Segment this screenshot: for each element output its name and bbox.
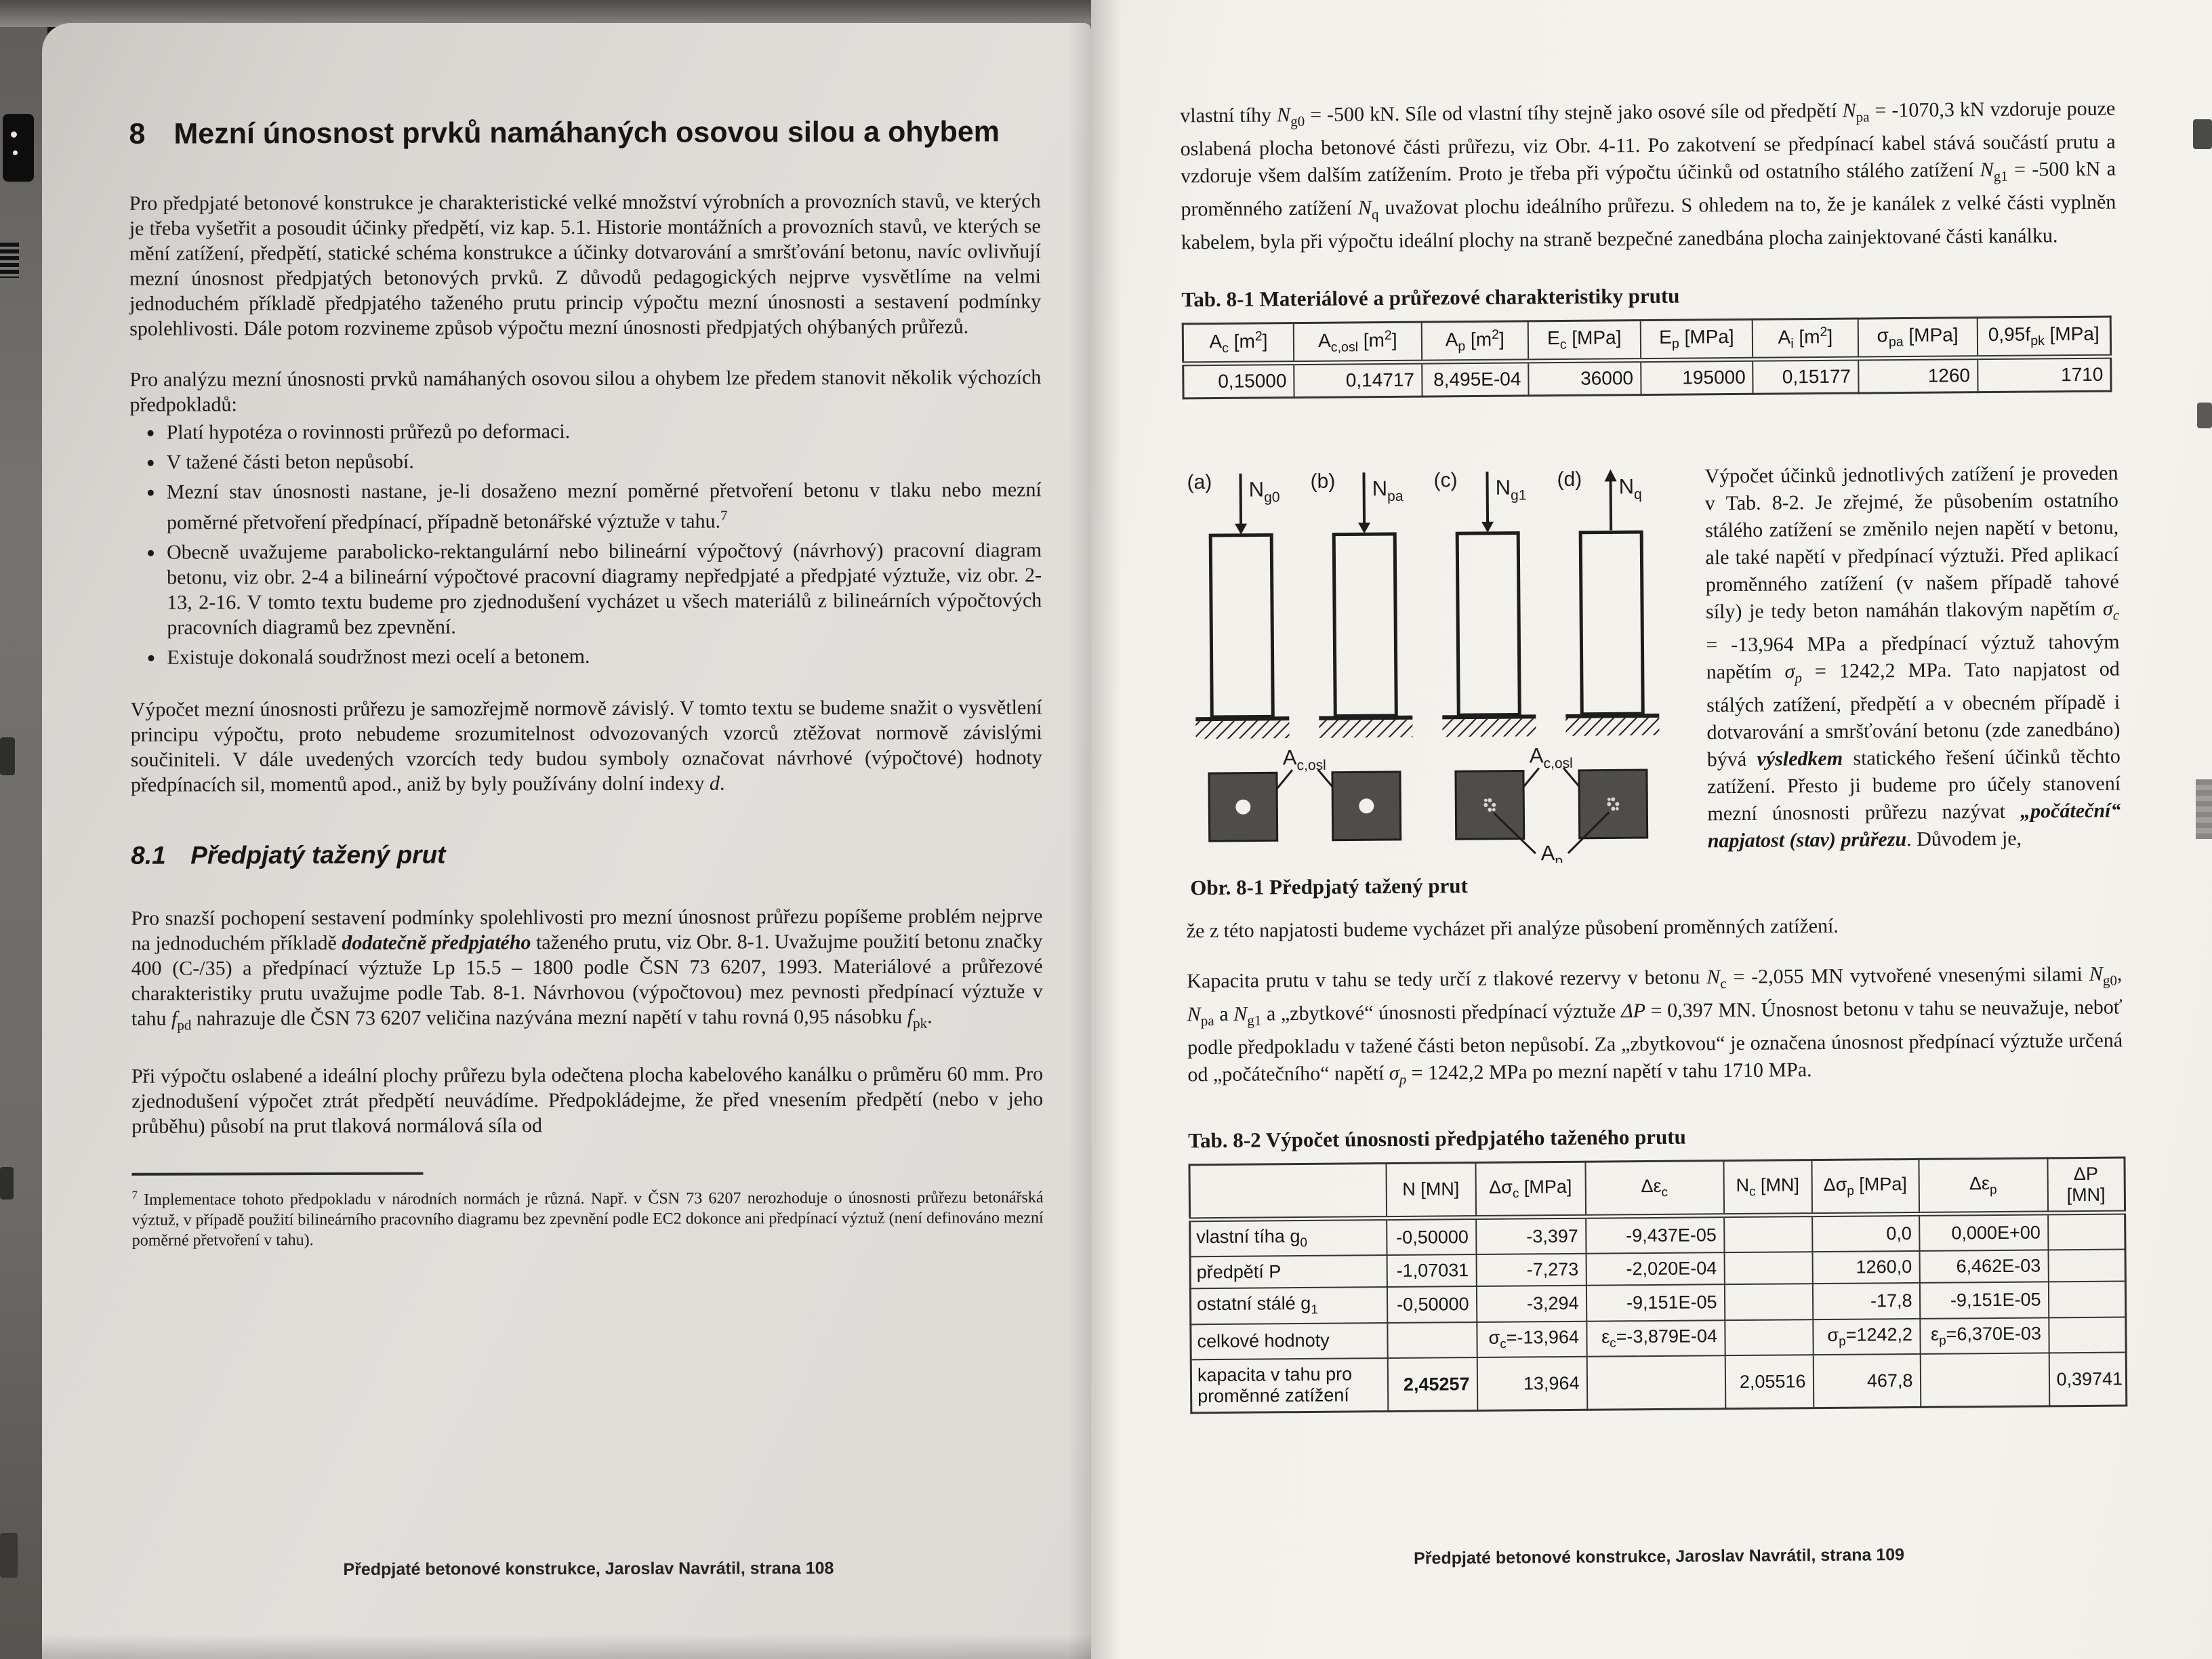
- figure-8-1: [1183, 455, 1687, 901]
- list-item: • Existuje dokonalá soudržnost mezi ocelí a betonem.: [164, 642, 1042, 670]
- table-cell: $\sigma_p=1242,2$: [1813, 1319, 1920, 1355]
- table-cell: 0,000E+00: [1919, 1213, 2048, 1251]
- table-cell: 467,8: [1813, 1354, 1921, 1408]
- figure-and-column: [1183, 451, 2121, 900]
- table-cell: -2,020E-04: [1586, 1252, 1724, 1286]
- figure-caption: Obr. 8-1 Předpjatý tažený prut: [1190, 874, 1468, 900]
- table-cell: -9,151E-05: [1919, 1282, 2048, 1319]
- concrete-section: [1579, 770, 1647, 838]
- table-cell: [1387, 1322, 1477, 1358]
- table-cell: $\sigma_c=-13,964$: [1477, 1321, 1586, 1357]
- table-cell: [1725, 1319, 1813, 1355]
- table-cell: $\varepsilon_p=6,370E-03$: [1920, 1317, 2049, 1354]
- section-heading: [131, 838, 1042, 871]
- bar-case-a: [1187, 470, 1289, 739]
- table-caption: Tab. 8-2 Výpočet únosnosti předpjatého taženého prutu: [1188, 1124, 1686, 1153]
- table-cell: vlastní tíha $g_0$: [1190, 1218, 1387, 1256]
- table-cell: -9,437E-05: [1586, 1216, 1724, 1254]
- area-label: $A_{c,osl}$: [1529, 743, 1573, 772]
- footnote: $^7$ Implementace tohoto předpokladu v národních normách je různá. Např. v ČSN 73 6207 nerozhoduje o únosnosti průřezu betonářská výztuž, v případě použití bilineárního pracovního diagramu bez zpevnění podle EC2 dokonce ani předpínací výztuž (není definováno mezní poměrné přetvoření v tahu).: [131, 1188, 1044, 1250]
- column-header: $A_i$ $[m^2]$: [1753, 319, 1858, 359]
- capacity-calculation-table: [1188, 1156, 2127, 1414]
- force-label: $N_q$: [1618, 474, 1642, 503]
- figure-diagram: [1183, 455, 1687, 866]
- table-caption: Tab. 8-1 Materiálové a průřezové charakteristiky prutu: [1181, 283, 1680, 312]
- table-cell: 1710: [1978, 356, 2111, 392]
- table-cell: -17,8: [1812, 1283, 1919, 1319]
- case-label: (b): [1310, 470, 1336, 493]
- list-item: • Mezní stav únosnosti nastane, je-li dosaženo mezní poměrné přetvoření betonu v tlaku nebo mezní poměrné přetvoření předpínací, případně betonářské výztuže v tahu.$^7$: [164, 477, 1042, 535]
- scan-artifact: [2197, 403, 2212, 428]
- cross-sections-duct: [1209, 745, 1401, 841]
- table-cell: 36000: [1528, 361, 1641, 396]
- column-header: $\Delta\sigma_c$ [MPa]: [1475, 1162, 1586, 1217]
- table-cell: [1724, 1252, 1812, 1284]
- column-header: [1189, 1163, 1387, 1219]
- table-cell: 1260: [1858, 358, 1978, 393]
- paragraph: Při výpočtu oslabené a ideální plochy průřezu byla odečtena plocha kabelového kanálku o průměru 60 mm. Pro zjednodušení výpočet ztrát předpětí neuvádíme. Předpokládejme, že před vnesením předpětí (nebo v jeho průběhu) působí na prut tlaková normálová síla od: [131, 1063, 1044, 1138]
- table-cell: 0,39741: [2049, 1353, 2127, 1406]
- column-header: $\Delta\sigma_p$ [MPa]: [1811, 1159, 1919, 1214]
- table-row: [1191, 1353, 2127, 1413]
- table-cell: [1724, 1215, 1812, 1253]
- table-cell: [2048, 1282, 2125, 1317]
- force-label: $N_{g0}$: [1248, 477, 1280, 506]
- ground-hatch: [1565, 718, 1659, 736]
- table-header-row: [1183, 316, 2110, 364]
- table-cell: ostatní stálé $g_1$: [1190, 1287, 1387, 1324]
- table-cell: [1724, 1284, 1812, 1319]
- assumptions-list: [130, 417, 1042, 670]
- column-header: $N_c$ [MN]: [1723, 1160, 1812, 1216]
- duct-hole: [1235, 800, 1250, 815]
- down-arrow-icon: [1358, 523, 1370, 533]
- table-cell: [2049, 1317, 2126, 1353]
- table-cell: předpětí P: [1190, 1255, 1387, 1288]
- page-footer: Předpjaté betonové konstrukce, Jaroslav Navrátil, strana 108: [343, 1559, 834, 1579]
- table-cell: -0,50000: [1387, 1217, 1476, 1255]
- table-cell: -9,151E-05: [1586, 1284, 1724, 1321]
- table-cell: 8,495E-04: [1422, 361, 1529, 396]
- column-header: $A_{c,osl}$ $[m^2]$: [1294, 322, 1422, 363]
- bar-case-b: [1310, 470, 1412, 738]
- bullet-list-intro: Pro analýzu mezní únosnosti prvků namáhaných osovou silou a ohybem lze předem stanovit několik výchozích předpokladů:: [129, 366, 1042, 416]
- paragraph: Výpočet mezní únosnosti průřezu je samozřejmě normově závislý. V tomto textu se budeme snažit o vysvětlení principu výpočtu, proto nebudeme srozumitelnost odvozovaných vzorců ztěžovat normově závislými součiniteli. V dále uvedených vzorcích tedy budou symboly označovat návrhové (výpočtové) hodnoty předpínacích sil, momentů apod., aniž by byly používány dolní indexy d.: [130, 696, 1042, 796]
- concrete-section: [1456, 771, 1524, 839]
- scan-artifact: [0, 1167, 14, 1200]
- table-cell: 13,964: [1477, 1357, 1587, 1411]
- column-header: $\Delta\varepsilon_c$: [1585, 1161, 1724, 1217]
- column-header: $\Delta\varepsilon_p$: [1919, 1158, 2048, 1214]
- table-cell: -7,273: [1476, 1254, 1586, 1286]
- list-item: • Platí hypotéza o rovinnosti průřezů po deformaci.: [164, 417, 1042, 445]
- column-header: $A_p$ $[m^2]$: [1421, 321, 1528, 362]
- cross-sections-tendon: [1456, 743, 1647, 865]
- paragraph: Pro předpjaté betonové konstrukce je charakteristické velké množství výrobních a provozních stavů, ve kterých je třeba vyšetřit a posoudit účinky předpětí, viz kap. 5.1. Historie montážních a provozních stavů, ve kterých se mění zatížení, předpětí, statické schéma konstrukce a účinky dotvarování a smršťování betonu, navíc ovlivňují mezní únosnost předpjatých betonových prvků. Z důvodů pedagogických nejprve vysvětlíme na velmi jednoduchém příkladě předpjatého taženého prutu princip výpočtu mezní únosnosti a sestavení podmínky spolehlivosti. Dále potom rozvineme způsob výpočtu mezní únosnosti předpjatých ohýbaných průřezů.: [129, 190, 1042, 340]
- bar-case-d: [1557, 468, 1659, 736]
- table-cell: 0,0: [1812, 1214, 1919, 1252]
- paragraph: že z této napjatosti budeme vycházet při analýze působení proměnných zatížení.: [1186, 914, 1839, 943]
- footnote-rule: [131, 1172, 423, 1176]
- scan-artifact: [2196, 779, 2212, 839]
- column-header: $A_c$ $[m^2]$: [1183, 323, 1294, 364]
- table-cell: 0,14717: [1294, 362, 1422, 397]
- table-cell: 6,462E-03: [1919, 1250, 2048, 1283]
- duct-hole: [1359, 798, 1374, 813]
- ground-hatch: [1319, 720, 1412, 738]
- ground-hatch: [1195, 720, 1289, 739]
- section-number: 8.1: [131, 841, 166, 869]
- chapter-heading: [129, 112, 1040, 153]
- table-cell: celkové hodnoty: [1191, 1323, 1387, 1360]
- right-page-content: [1179, 0, 2127, 1659]
- paragraph: vlastní tíhy $N_{g0} = -500$ kN. Síle od vlastní tíhy stejně jako osové síle od předpětí $N_{pa} = -1070,3$ kN vzdoruje pouze oslabená plocha betonové části průřezu, viz Obr. 4-11. Po zakotvení se předpínací kabel stává součástí prutu a vzdoruje všem dalším zatížením. Proto je třeba při výpočtu účinků od ostatního stálého zatížení $N_{g1} = -500$ kN a proměnného zatížení $N_q$ uvažovat plochu ideálního průřezu. S ohledem na to, že je kanálek z velké části vyplněn kabelem, byla při výpočtu ideální plochy na straně bezpečné zanedbána plocha zainjektované části kanálku.: [1180, 97, 2116, 254]
- column-header: $E_p$ [MPa]: [1640, 319, 1753, 360]
- scan-artifact: [0, 737, 15, 775]
- area-label: $A_{c,osl}$: [1282, 745, 1326, 774]
- down-arrow-icon: [1235, 524, 1247, 535]
- table-cell: $\varepsilon_c=-3,879E-04$: [1586, 1320, 1725, 1357]
- table-cell: 2,05516: [1725, 1355, 1814, 1409]
- left-page-content: [129, 22, 1044, 1659]
- tendon-area-label: $A_p$: [1540, 841, 1563, 866]
- right-page: [1091, 0, 2212, 1659]
- paragraph: Pro snazší pochopení sestavení podmínky spolehlivosti pro mezní únosnost průřezu popíšeme problém nejprve na jednoduchém příkladě dodatečně předpjatého taženého prutu, viz Obr. 8-1. Uvažujme použití betonu značky 400 (C-/35) a předpínací výztuže Lp 15.5 – 1800 podle ČSN 73 6207, 1993. Materiálové a průřezové charakteristiky prutu uvažujme podle Tab. 8-1. Návrhovou (výpočtovou) mez pevnosti předpínací výztuže v tahu $f_{pd}$ nahrazuje dle ČSN 73 6207 veličina nazývána mezní napětí v tahu rovná 0,95 násobku $f_{pk}$.: [131, 905, 1043, 1033]
- table-row: [1183, 356, 2111, 398]
- table-cell: -1,07031: [1387, 1254, 1476, 1287]
- list-item: • V tažené části beton nepůsobí.: [164, 447, 1042, 474]
- scan-artifact: [0, 1533, 18, 1578]
- force-label: $N_{g1}$: [1495, 475, 1527, 504]
- scan-artifact: [3, 114, 34, 182]
- down-arrow-icon: [1481, 522, 1494, 533]
- table-cell: kapacita v tahu pro proměnné zatížení: [1191, 1358, 1388, 1413]
- table-header-row: [1189, 1158, 2125, 1220]
- force-label: $N_{pa}$: [1372, 476, 1404, 504]
- column-header: N [MN]: [1386, 1162, 1476, 1218]
- column-header: ΔP [MN]: [2047, 1158, 2125, 1213]
- table-cell: [2048, 1250, 2125, 1282]
- paragraph: Kapacita prutu v tahu se tedy určí z tlakové rezervy v betonu $N_c = -2,055$ MN vytvořené vnesenými silami $N_{g0}$, $N_{pa}$ a $N_{g1}$ a „zbytkové“ únosnosti předpínací výztuže ΔP = 0,397 MN. Únosnost betonu v tahu se neuvažuje, neboť podle předpokladu v tažené části beton nepůsobí. Za „zbytkovou“ je označena únosnost předpínací výztuže určená od „počátečního“ napětí $\sigma_p = 1242,2$ MPa po mezní napětí v tahu 1710 MPa.: [1187, 962, 2123, 1088]
- table-cell: [2048, 1212, 2125, 1250]
- material-characteristics-table: [1182, 316, 2112, 400]
- table-cell: 1260,0: [1812, 1251, 1919, 1284]
- list-item: • Obecně uvažujeme parabolicko-rektangulární nebo bilineární výpočtový (návrhový) pracovní diagram betonu, viz obr. 2-4 a bilineární výpočtové pracovní diagramy nepředpjaté a předpjaté výztuže, viz obr. 2-13, 2-16. V tomto textu budeme pro zjednodušení vycházet u všech materiálů z bilineárních výpočtových pracovních diagramů bez zpevnění.: [164, 537, 1042, 640]
- table-cell: [1586, 1355, 1725, 1410]
- table-cell: 2,45257: [1387, 1357, 1477, 1412]
- column-header: $E_c$ [MPa]: [1528, 321, 1641, 361]
- up-arrow-icon: [1604, 469, 1616, 481]
- side-column-text: Výpočet účinků jednotlivých zatížení je proveden v Tab. 8-2. Je zřejmé, že působením ostatního stálého zatížení se změnilo nejen napětí v betonu, ale také napětí v předpínací výztuži. Před aplikací proměnného zatížení (v našem případě tahové síly) je tedy beton namáhán tlakovým napětím $\sigma_c = -13,964$ MPa a předpínací výztuž tahovým napětím $\sigma_p = 1242,2$ MPa. Tato napjatost od stálých zatížení, předpětí a v obecném případě i dotvarování a smršťování betonu (zde zanedbáno) bývá výsledkem statického řešení účinků těchto zatížení. Přesto ji budeme pro účely stanovení mezní únosnosti průřezu nazývat „počáteční“ napjatost (stav) průřezu. Důvodem je,: [1704, 462, 2121, 853]
- ground-hatch: [1442, 718, 1536, 737]
- case-label: (d): [1557, 468, 1582, 491]
- column-header: $0,95f_{pk}$ [MPa]: [1977, 316, 2110, 357]
- chapter-title: Mezní únosnost prvků namáhaných osovou silou a ohybem: [173, 115, 1000, 150]
- table-cell: [1920, 1353, 2049, 1407]
- scan-artifact: [2193, 119, 2212, 149]
- scan-artifact: [0, 243, 19, 278]
- bar-case-c: [1433, 468, 1536, 737]
- case-label: (c): [1433, 469, 1458, 492]
- section-title: Předpjatý tažený prut: [190, 840, 446, 869]
- chapter-number: 8: [129, 117, 146, 150]
- left-page: [42, 23, 1091, 1659]
- table-cell: -0,50000: [1387, 1286, 1476, 1322]
- page-footer: Předpjaté betonové konstrukce, Jaroslav Navrátil, strana 109: [1413, 1545, 1905, 1568]
- column-header: $\sigma_{pa}$ [MPa]: [1858, 318, 1977, 359]
- table-cell: 0,15177: [1753, 359, 1859, 394]
- table-cell: 195000: [1641, 359, 1753, 394]
- case-label: (a): [1187, 470, 1212, 494]
- table-cell: 0,15000: [1183, 363, 1294, 398]
- table-cell: -3,397: [1476, 1216, 1586, 1254]
- table-cell: -3,294: [1476, 1286, 1586, 1322]
